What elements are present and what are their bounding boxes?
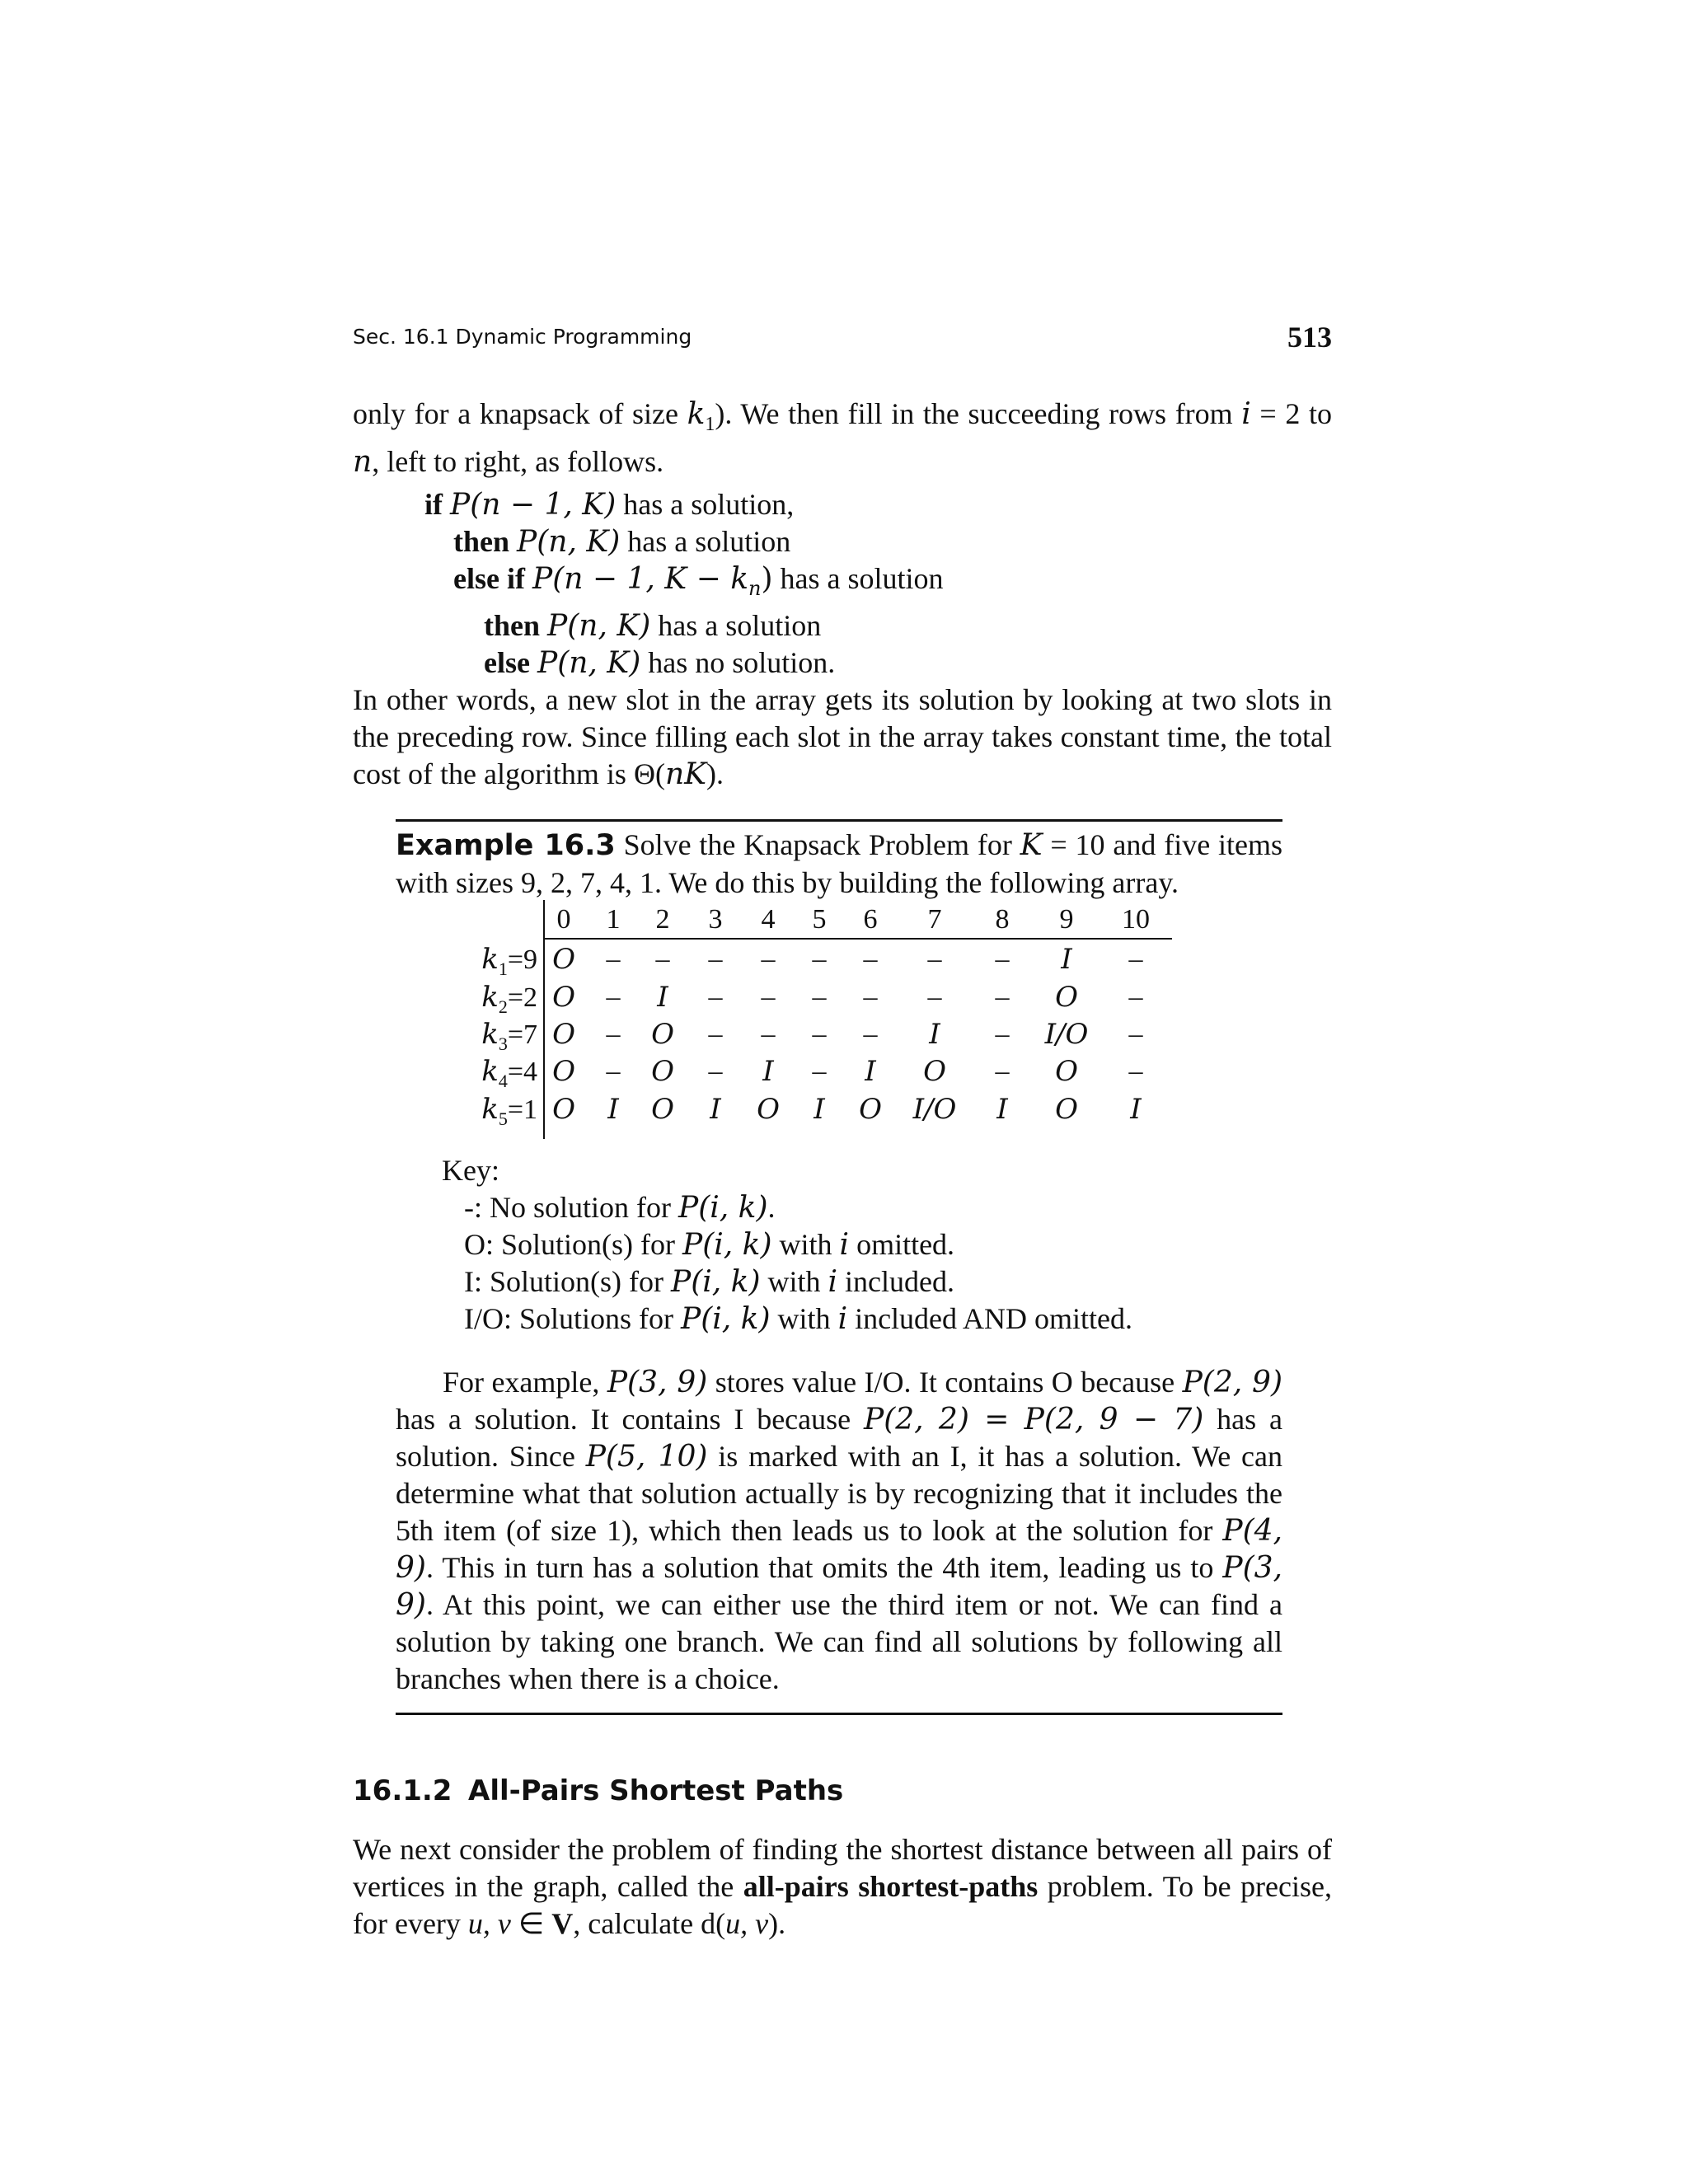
array-cell: –: [606, 1056, 621, 1086]
algorithm-expr-4: P(n, K): [547, 609, 651, 644]
key-2b: P(i, k): [682, 1228, 772, 1262]
algorithm-sub-n: n: [748, 577, 762, 601]
paragraph-4: [353, 1831, 1332, 1943]
array-cell: O: [651, 1018, 674, 1051]
array-cell: O: [552, 1018, 575, 1051]
intro-eq: = 2 to: [1250, 397, 1332, 430]
row-label-value: =4: [507, 1057, 537, 1087]
array-cell: O: [552, 981, 575, 1014]
array-cell: I: [710, 1093, 721, 1126]
array-cell: O: [651, 1055, 674, 1088]
algorithm-line-4: [424, 607, 944, 644]
array-cell: O: [651, 1093, 674, 1126]
key-4e: included AND omitted.: [847, 1302, 1133, 1335]
array-row-label: [438, 1055, 537, 1098]
key-3b: P(i, k): [670, 1265, 761, 1299]
array-column-header: 8: [995, 904, 1010, 935]
row-label-value: =1: [507, 1094, 537, 1125]
array-cell: I/O: [1044, 1018, 1089, 1051]
array-column-header: 10: [1122, 904, 1150, 935]
p3-s7: . At this point, we can either use the third item or not. We can find a solution by taking one branch. We can find all solutions by following all branches when there is a choice.: [396, 1588, 1282, 1695]
p4-s1: We next consider the problem of finding the shortest distance between all pairs of vertices in the graph, called the: [353, 1833, 1332, 1903]
array-cell: –: [708, 1056, 723, 1086]
array-cell: –: [761, 982, 776, 1012]
key-item-both: [442, 1301, 1132, 1338]
key-1a: -: No solution for: [464, 1191, 678, 1224]
section-heading: [353, 1774, 843, 1807]
array-cell: –: [606, 1019, 621, 1049]
key-3c: with: [760, 1265, 828, 1298]
array-cell: –: [655, 944, 670, 974]
key-3d: i: [828, 1265, 838, 1299]
array-cell: –: [863, 944, 878, 974]
array-cell: –: [863, 982, 878, 1012]
algorithm-expr-3a: P(n − 1, K − k: [532, 562, 749, 596]
intro-n: n: [353, 445, 373, 480]
array-key: [442, 1152, 1132, 1338]
p3-s2: stores value I/O. It contains O because: [707, 1366, 1183, 1399]
intro-i: i: [1241, 397, 1251, 431]
array-column-header: 2: [655, 904, 670, 935]
intro-text-1: only for a knapsack of size: [353, 397, 687, 430]
array-column-header: 5: [812, 904, 827, 935]
array-cell: –: [995, 944, 1010, 974]
algorithm-line-2: [424, 523, 944, 560]
array-cell: O: [552, 943, 575, 976]
array-cell: I: [762, 1055, 774, 1088]
p4-uv: u, v: [467, 1907, 511, 1940]
array-cell: –: [708, 982, 723, 1012]
algorithm-expr-5: P(n, K): [537, 646, 641, 681]
array-cell: O: [923, 1055, 946, 1088]
example-bottom-rule: [396, 1713, 1282, 1715]
row-label-k: k: [481, 1093, 499, 1126]
nk: nK: [664, 757, 707, 791]
p4-V: V: [551, 1907, 574, 1940]
page-number: 513: [1287, 321, 1332, 354]
key-4d: i: [837, 1302, 848, 1336]
key-3e: included.: [837, 1265, 955, 1298]
key-item-omitted: [442, 1226, 1132, 1263]
key-item-none: [442, 1189, 1132, 1226]
p4-in: ∈: [510, 1907, 552, 1940]
p4-bold-term: all-pairs shortest-paths: [743, 1870, 1039, 1903]
intro-text-3: , left to right, as follows.: [372, 445, 664, 479]
array-cell: O: [552, 1093, 575, 1126]
row-label-k: k: [481, 1018, 499, 1051]
array-cell: –: [927, 944, 942, 974]
knapsack-array: [430, 900, 1172, 1139]
p3-s3: has a solution. It contains I because: [396, 1403, 864, 1436]
theta: Θ(: [633, 757, 665, 790]
array-column-header: 9: [1059, 904, 1074, 935]
section-title: All-Pairs Shortest Paths: [468, 1774, 844, 1807]
algorithm-rest-3: has a solution: [772, 562, 944, 595]
array-cell: I: [929, 1018, 940, 1051]
example-explanation: [396, 1364, 1282, 1698]
example-16-3: [396, 827, 1282, 902]
array-cell: I: [607, 1093, 619, 1126]
p4-s3: , calculate d(: [573, 1907, 726, 1940]
p3-m3: P(2, 2) = P(2, 9 − 7): [864, 1403, 1204, 1436]
algorithm-expr-1: P(n − 1, K): [450, 488, 617, 522]
p3-s5: is marked with an I, it has a solution. We can determine what that solution actually is by recognizing that it includes the 5th item (of size 1), which then leads us to look at the solution for: [396, 1440, 1283, 1547]
array-cell: I: [1061, 943, 1072, 976]
algorithm-expr-3b: ): [761, 562, 773, 596]
array-column-header: 1: [606, 904, 621, 935]
key-2e: omitted.: [849, 1228, 955, 1261]
row-label-sub: 1: [498, 958, 508, 979]
row-label-k: k: [481, 943, 499, 976]
section-number: 16.1.2: [353, 1774, 452, 1807]
array-cell: I: [996, 1093, 1008, 1126]
p4-s4: ).: [768, 1907, 786, 1940]
intro-text-2: ). We then fill in the succeeding rows from: [715, 397, 1242, 430]
p3-m5: P(4, 9): [396, 1514, 1282, 1585]
example-text-2: = 10 and five items with sizes 9, 2, 7, 4, 1. We do this by building the following array.: [396, 828, 1283, 899]
p3-s1: For example,: [443, 1366, 607, 1399]
array-cell: –: [995, 1056, 1010, 1086]
array-cell: –: [863, 1019, 878, 1049]
paragraph-2-close: ).: [706, 757, 724, 790]
keyword-if: if: [424, 488, 443, 521]
key-3a: I: Solution(s) for: [464, 1265, 671, 1298]
key-2d: i: [839, 1228, 850, 1262]
algorithm-line-5: [424, 644, 944, 682]
keyword-else-if: else if: [453, 562, 525, 595]
array-row-label: [438, 1093, 537, 1136]
array-cell: –: [812, 1056, 827, 1086]
array-cell: I: [865, 1055, 876, 1088]
array-cell: –: [812, 982, 827, 1012]
array-cell: –: [1128, 982, 1143, 1012]
paragraph-2-text: In other words, a new slot in the array gets its solution by looking at two slots in the preceding row. Since filling each slot in the array takes constant time, the total cost of the algorithm is: [353, 683, 1332, 790]
row-label-value: =2: [507, 982, 537, 1013]
row-label-k: k: [481, 981, 499, 1014]
row-label-sub: 2: [498, 996, 508, 1017]
running-head: [353, 320, 1332, 361]
array-cell: –: [606, 944, 621, 974]
row-label-value: =9: [507, 944, 537, 975]
row-label-sub: 3: [498, 1033, 508, 1054]
array-cell: O: [757, 1093, 780, 1126]
example-top-rule: [396, 819, 1282, 822]
array-cell: –: [995, 982, 1010, 1012]
p4-s2: problem. To be precise, for every: [353, 1870, 1332, 1940]
row-label-k: k: [481, 1055, 499, 1088]
p3-s4: has a solution. Since: [396, 1403, 1283, 1473]
array-cell: –: [1128, 1019, 1143, 1049]
row-label-sub: 4: [498, 1070, 508, 1091]
keyword-then: then: [453, 525, 510, 558]
array-column-header: 3: [708, 904, 723, 935]
array-column-header: 6: [863, 904, 878, 935]
key-2c: with: [771, 1228, 840, 1261]
key-4a: I/O: Solutions for: [464, 1302, 682, 1335]
array-row-label: [438, 943, 537, 986]
array-cell: I/O: [912, 1093, 957, 1126]
algorithm-rest-1: has a solution,: [616, 488, 795, 521]
array-cell: O: [1055, 1093, 1078, 1126]
keyword-then-2: then: [484, 609, 541, 643]
key-1b: P(i, k): [678, 1191, 768, 1225]
array-cell: –: [1128, 944, 1143, 974]
example-label: Example 16.3: [396, 829, 616, 862]
p3-s6: . This in turn has a solution that omits the 4th item, leading us to: [425, 1551, 1223, 1584]
keyword-else: else: [484, 646, 530, 680]
key-1c: .: [767, 1191, 776, 1224]
running-title: Sec. 16.1 Dynamic Programming: [353, 325, 692, 349]
array-cell: –: [1128, 1056, 1143, 1086]
key-4b: P(i, k): [681, 1302, 771, 1336]
algorithm-line-1: [424, 486, 944, 523]
array-cell: –: [761, 944, 776, 974]
array-cell: –: [606, 982, 621, 1012]
p3-m6: P(3, 9): [396, 1551, 1282, 1622]
intro-paragraph: [353, 396, 1332, 480]
array-cell: –: [995, 1019, 1010, 1049]
array-column-header: 0: [556, 904, 571, 935]
algorithm-rest-2: has a solution: [620, 525, 791, 558]
algorithm-line-3: [424, 560, 944, 607]
array-cell: –: [812, 1019, 827, 1049]
key-title: Key:: [442, 1154, 499, 1187]
key-4c: with: [770, 1302, 838, 1335]
key-2a: O: Solution(s) for: [464, 1228, 682, 1261]
array-cell: O: [859, 1093, 882, 1126]
intro-k-sub: 1: [705, 414, 715, 436]
array-cell: –: [708, 1019, 723, 1049]
row-label-sub: 5: [498, 1108, 508, 1129]
p3-m4: P(5, 10): [585, 1440, 708, 1474]
array-cell: I: [814, 1093, 825, 1126]
key-item-included: [442, 1263, 1132, 1301]
paragraph-2: [353, 682, 1332, 793]
example-text-1: Solve the Knapsack Problem for: [615, 828, 1020, 861]
array-cell: O: [552, 1055, 575, 1088]
row-label-value: =7: [507, 1019, 537, 1050]
algorithm-rest-5: has no solution.: [640, 646, 836, 680]
array-column-header: 4: [761, 904, 776, 935]
example-K: K: [1020, 828, 1043, 862]
array-cell: –: [708, 944, 723, 974]
array-cell: O: [1055, 1055, 1078, 1088]
p3-m2: P(2, 9): [1182, 1366, 1283, 1399]
algorithm-block: [424, 486, 944, 682]
algorithm-rest-4: has a solution: [650, 609, 822, 643]
array-cell: –: [812, 944, 827, 974]
array-cell: –: [927, 982, 942, 1012]
array-cell: I: [1130, 1093, 1142, 1126]
p3-m1: P(3, 9): [607, 1366, 708, 1399]
array-cell: O: [1055, 981, 1078, 1014]
array-cell: –: [761, 1019, 776, 1049]
algorithm-expr-2: P(n, K): [517, 525, 621, 559]
array-column-header: 7: [927, 904, 942, 935]
intro-k: k: [687, 397, 706, 431]
array-cell: I: [657, 981, 668, 1014]
p4-uv2: u, v: [725, 1907, 769, 1940]
